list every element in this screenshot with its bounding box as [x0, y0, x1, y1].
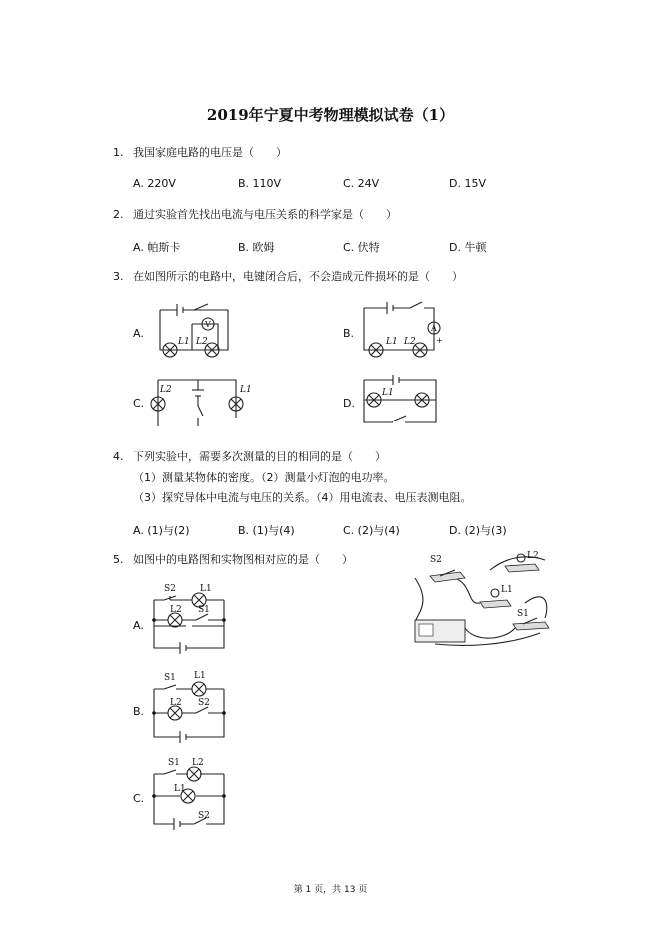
q3b-l1-label: L1 — [386, 337, 398, 347]
q3-option-c[interactable]: C. — [133, 397, 145, 410]
q3d-l1-label: L1 — [382, 388, 394, 398]
q1-option-c[interactable]: C. 24V — [343, 177, 380, 190]
q5a-l2-label: L2 — [170, 605, 182, 615]
q5b-l1-label: L1 — [194, 671, 206, 681]
q5b-s2-label: S2 — [198, 698, 210, 708]
q3b-ammeter-label: A — [431, 324, 437, 333]
q5-circuit-c — [150, 754, 230, 834]
q3b-plus-label: + — [436, 336, 443, 345]
q5p-l2-label: L2 — [527, 551, 539, 561]
q5-circuit-a — [150, 578, 230, 658]
q3-circuit-d — [362, 375, 442, 433]
q3a-voltmeter-label: V — [205, 320, 211, 329]
q5-stem: 如图中的电路图和实物图相对应的是（ ） — [133, 553, 353, 566]
q3-option-b[interactable]: B. — [343, 327, 355, 340]
q4-number: 4. — [113, 450, 124, 463]
q4-option-c[interactable]: C. (2)与(4) — [343, 524, 400, 537]
q5b-s1-label: S1 — [164, 673, 176, 683]
q1-option-b[interactable]: B. 110V — [238, 177, 282, 190]
q5a-s2-label: S2 — [164, 584, 176, 594]
q2-number: 2. — [113, 208, 124, 221]
q4-line-2: （3）探究导体中电流与电压的关系。（4）用电流表、电压表测电阻。 — [133, 491, 472, 504]
q2-option-c[interactable]: C. 伏特 — [343, 241, 380, 254]
q5-option-c[interactable]: C. — [133, 792, 145, 805]
q1-option-d[interactable]: D. 15V — [449, 177, 486, 190]
q5p-s2-label: S2 — [430, 555, 442, 565]
q5-circuit-b — [150, 667, 230, 747]
q5-number: 5. — [113, 553, 124, 566]
q1-stem: 我国家庭电路的电压是（ ） — [133, 146, 287, 159]
q5p-s1-label: S1 — [517, 609, 529, 619]
q5c-s2-label: S2 — [198, 811, 210, 821]
q5-option-a[interactable]: A. — [133, 619, 144, 632]
q3b-l2-label: L2 — [404, 337, 416, 347]
q4-stem: 下列实验中，需要多次测量的目的相同的是（ ） — [133, 450, 386, 463]
q5p-l1-label: L1 — [501, 585, 513, 595]
q5a-s1-label: S1 — [198, 605, 210, 615]
q3-circuit-a — [150, 300, 240, 360]
q5c-l2-label: L2 — [192, 758, 204, 768]
q4-option-d[interactable]: D. (2)与(3) — [449, 524, 507, 537]
q3c-l1-label: L1 — [240, 385, 252, 395]
q3c-l2-label: L2 — [160, 385, 172, 395]
q4-option-b[interactable]: B. (1)与(4) — [238, 524, 295, 537]
q2-option-a[interactable]: A. 帕斯卡 — [133, 241, 181, 254]
q4-option-a[interactable]: A. (1)与(2) — [133, 524, 190, 537]
page-footer: 第 1 页，共 13 页 — [293, 885, 368, 895]
q1-option-a[interactable]: A. 220V — [133, 177, 176, 190]
q3-stem: 在如图所示的电路中，电键闭合后，不会造成元件损坏的是（ ） — [133, 270, 463, 283]
q5a-l1-label: L1 — [200, 584, 212, 594]
q3-circuit-c — [148, 378, 253, 428]
q2-option-d[interactable]: D. 牛顿 — [449, 241, 487, 254]
q5c-l1-label: L1 — [174, 784, 186, 794]
q5-physical-diagram — [405, 548, 555, 648]
q3-number: 3. — [113, 270, 124, 283]
q3-option-d[interactable]: D. — [343, 397, 355, 410]
q5-option-b[interactable]: B. — [133, 705, 145, 718]
q1-number: 1. — [113, 146, 124, 159]
page-title: 2019年宁夏中考物理模拟试卷（1） — [206, 106, 455, 124]
q3a-l1-label: L1 — [178, 337, 190, 347]
q5c-s1-label: S1 — [168, 758, 180, 768]
q2-option-b[interactable]: B. 欧姆 — [238, 241, 275, 254]
q4-line-1: （1）测量某物体的密度。（2）测量小灯泡的电功率。 — [133, 471, 395, 484]
q2-stem: 通过实验首先找出电流与电压关系的科学家是（ ） — [133, 208, 397, 221]
q3-option-a[interactable]: A. — [133, 327, 144, 340]
q3-circuit-b — [362, 298, 452, 360]
q3a-l2-label: L2 — [196, 337, 208, 347]
q5b-l2-label: L2 — [170, 698, 182, 708]
